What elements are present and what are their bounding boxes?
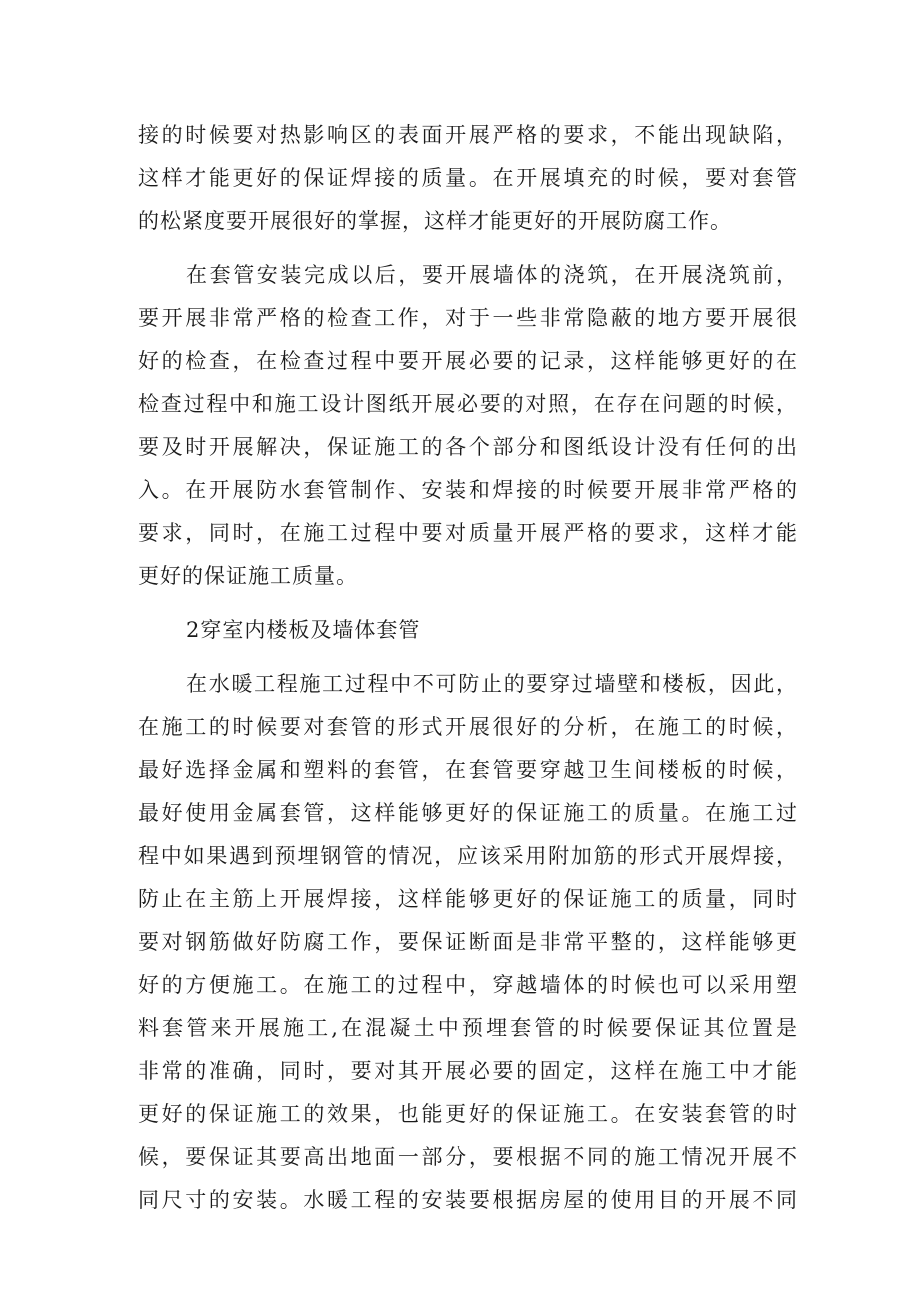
paragraph-3-line-7: 要对钢筋做好防腐工作，要保证断面是非常平整的，这样能够更 [138, 930, 798, 954]
paragraph-2-line-3: 好的检查，在检查过程中要开展必要的记录，这样能够更好的在 [138, 349, 798, 373]
paragraph-3-line-2: 在施工的时候要对套管的形式开展很好的分析，在施工的时候， [138, 715, 798, 739]
paragraph-3-line-9: 料套管来开展施工,在混凝土中预埋套管的时候要保证其位置是 [138, 1016, 798, 1040]
section-heading: 2穿室内楼板及墙体套管 [186, 618, 421, 642]
paragraph-3-line-13: 同尺寸的安装。水暖工程的安装要根据房屋的使用目的开展不同 [138, 1188, 798, 1212]
paragraph-1-line-3: 的松紧度要开展很好的掌握，这样才能更好的开展防腐工作。 [138, 209, 732, 233]
paragraph-1-line-1: 接的时候要对热影响区的表面开展严格的要求，不能出现缺陷， [138, 123, 798, 147]
paragraph-3-line-5: 程中如果遇到预埋钢管的情况，应该采用附加筋的形式开展焊接， [138, 844, 798, 868]
paragraph-3-line-3: 最好选择金属和塑料的套管，在套管要穿越卫生间楼板的时候， [138, 758, 798, 782]
paragraph-2-line-2: 要开展非常严格的检查工作，对于一些非常隐蔽的地方要开展很 [138, 306, 798, 330]
paragraph-3-line-4: 最好使用金属套管，这样能够更好的保证施工的质量。在施工过 [138, 801, 798, 825]
paragraph-2-line-4: 检查过程中和施工设计图纸开展必要的对照，在存在问题的时候， [138, 392, 798, 416]
paragraph-3-line-11: 更好的保证施工的效果，也能更好的保证施工。在安装套管的时 [138, 1102, 798, 1126]
paragraph-2-line-5: 要及时开展解决，保证施工的各个部分和图纸设计没有任何的出 [138, 435, 798, 459]
paragraph-2-line-7: 要求，同时，在施工过程中要对质量开展严格的要求，这样才能 [138, 521, 798, 545]
paragraph-2-line-8: 更好的保证施工质量。 [138, 564, 358, 588]
paragraph-3-line-6: 防止在主筋上开展焊接，这样能够更好的保证施工的质量，同时 [138, 887, 798, 911]
paragraph-3-line-1: 在水暖工程施工过程中不可防止的要穿过墙壁和楼板，因此， [186, 672, 798, 696]
paragraph-3-line-8: 好的方便施工。在施工的过程中，穿越墙体的时候也可以采用塑 [138, 973, 798, 997]
paragraph-1-line-2: 这样才能更好的保证焊接的质量。在开展填充的时候，要对套管 [138, 166, 798, 190]
paragraph-2-line-1: 在套管安装完成以后，要开展墙体的浇筑，在开展浇筑前， [186, 263, 798, 287]
paragraph-3-line-10: 非常的准确，同时，要对其开展必要的固定，这样在施工中才能 [138, 1059, 798, 1083]
paragraph-2-line-6: 入。在开展防水套管制作、安装和焊接的时候要开展非常严格的 [138, 478, 798, 502]
paragraph-3-line-12: 候，要保证其要高出地面一部分，要根据不同的施工情况开展不 [138, 1145, 798, 1169]
